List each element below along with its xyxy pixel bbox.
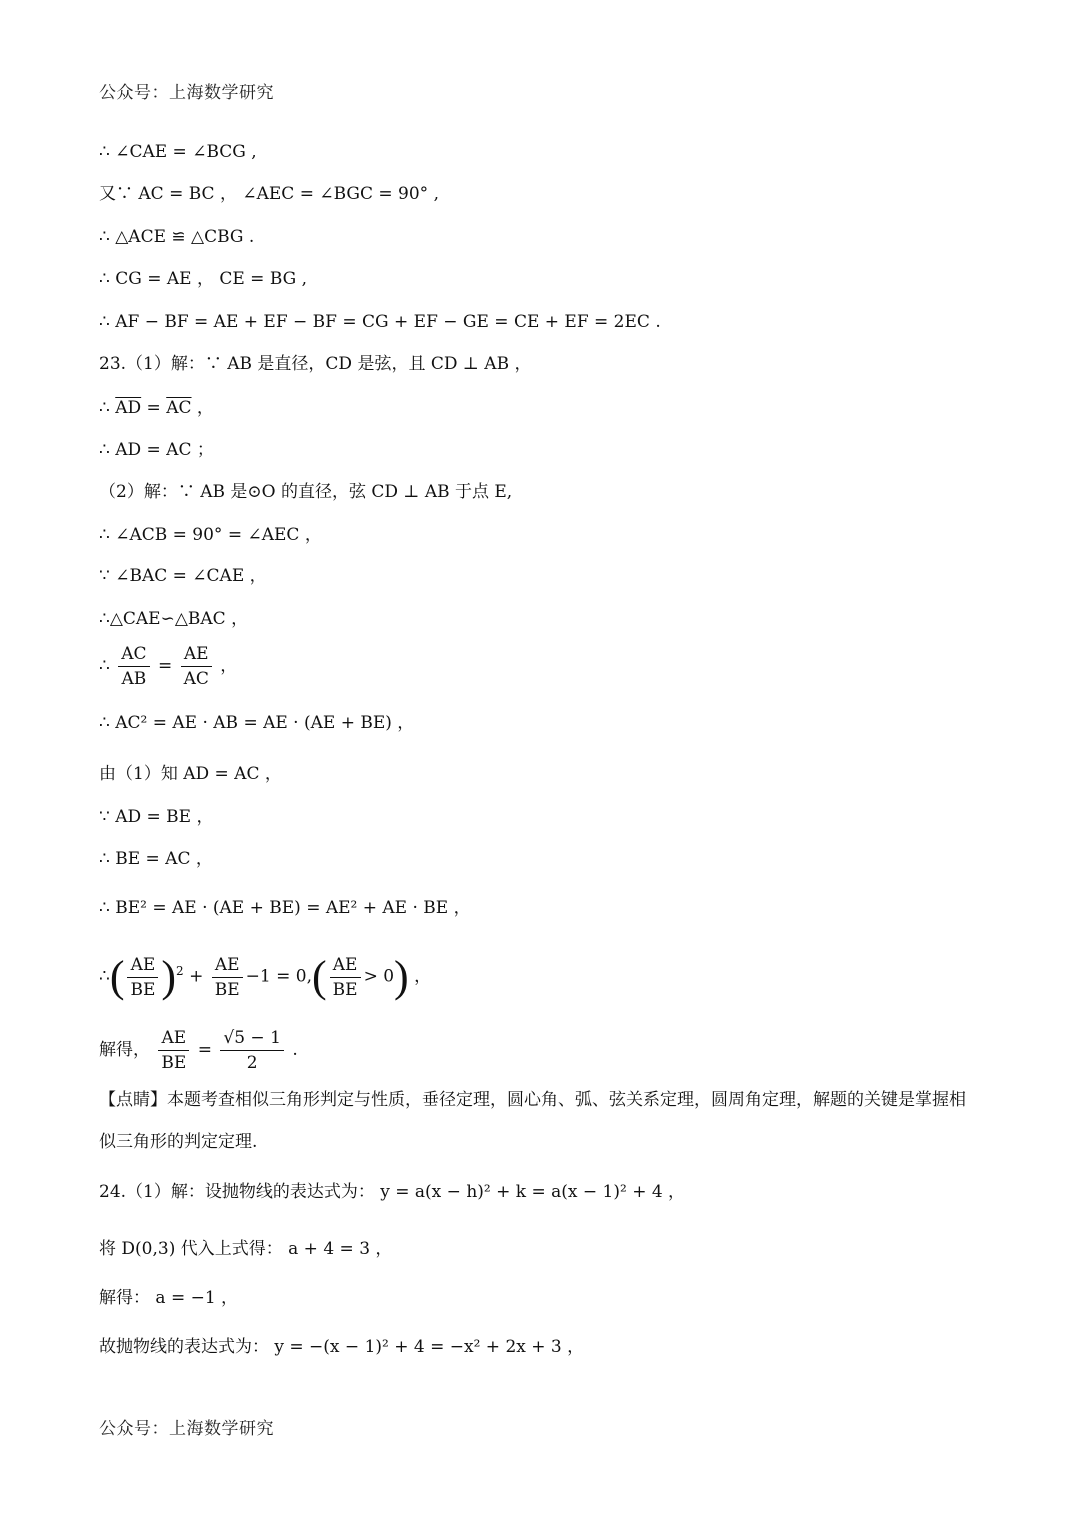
- proof-line: ∴ BE² = AE · (AE + BE) = AE² + AE · BE ，: [99, 898, 471, 918]
- proof-line: ∴ AF − BF = AE + EF − BF = CG + EF − GE = CE + EF = 2EC .: [99, 312, 661, 332]
- fraction: [330, 954, 361, 1001]
- arc-equality-line: [99, 396, 214, 420]
- therefore-symbol: ∴: [99, 398, 116, 418]
- proof-line: 故抛物线的表达式为： y = −(x − 1)² + 4 = −x² + 2x + 3 ，: [99, 1337, 585, 1357]
- problem-24-part1: 24.（1）解：设抛物线的表达式为： y = a(x − h)² + k = a(x − 1)² + 4 ，: [99, 1182, 686, 1202]
- proof-line: ∵ AD = BE ，: [99, 807, 214, 827]
- quadratic-ratio-line: [99, 952, 431, 1002]
- fraction: [220, 1027, 284, 1074]
- proof-line: ∴ ∠ACB = 90° = ∠AEC ，: [99, 525, 322, 545]
- denominator: BE: [161, 1053, 187, 1073]
- therefore-symbol: ∴: [99, 966, 110, 987]
- fraction: [158, 1027, 189, 1074]
- right-paren: ): [394, 952, 409, 1001]
- problem-23-part2: （2）解：∵ AB 是⊙O 的直径，弦 CD ⊥ AB 于点 E,: [99, 482, 513, 502]
- therefore-symbol: ∴: [99, 656, 116, 676]
- solution-line: [99, 1027, 298, 1074]
- numerator: AE: [212, 954, 243, 978]
- solution-label: 解得，: [99, 1040, 150, 1060]
- proof-line: ∴ △ACE ≌ △CBG .: [99, 227, 255, 247]
- comma: ，: [191, 398, 214, 418]
- comma: ，: [220, 656, 238, 676]
- page-footer: 公众号：上海数学研究: [99, 1419, 274, 1439]
- equals-sign: =: [197, 1040, 212, 1060]
- proof-line: ∴ ∠CAE = ∠BCG ,: [99, 142, 257, 162]
- proof-line: 将 D(0,3) 代入上式得： a + 4 = 3 ，: [99, 1239, 393, 1259]
- denominator: AB: [121, 669, 147, 689]
- problem-23-part1: 23.（1）解：∵ AB 是直径，CD 是弦，且 CD ⊥ AB ，: [99, 354, 532, 374]
- proof-line: ∴ CG = AE ， CE = BG ,: [99, 269, 308, 289]
- left-paren: (: [312, 952, 327, 1001]
- fraction: [181, 643, 212, 690]
- period: .: [292, 1040, 298, 1060]
- exponent: 2: [176, 963, 184, 978]
- equals-sign: =: [157, 656, 173, 676]
- proof-line: 由（1）知 AD = AC ，: [99, 764, 282, 784]
- equation-middle: −1 = 0,: [245, 966, 312, 987]
- numerator: AE: [181, 643, 212, 667]
- right-paren: ): [161, 952, 177, 1001]
- numerator: √5 − 1: [220, 1027, 284, 1051]
- plus-sign: +: [189, 966, 204, 987]
- equals-sign: =: [141, 398, 167, 418]
- proof-line: 又∵ AC = BC ， ∠AEC = ∠BGC = 90° ,: [99, 184, 439, 204]
- proof-line: ∴ AC² = AE · AB = AE · (AE + BE) ，: [99, 713, 415, 733]
- numerator: AE: [330, 954, 361, 978]
- proof-line: ∵ ∠BAC = ∠CAE ，: [99, 566, 267, 586]
- denominator: BE: [214, 979, 240, 1000]
- inequality: > 0: [363, 966, 395, 987]
- proof-line: 解得： a = −1 ，: [99, 1288, 239, 1308]
- proof-line: ∴ AD = AC ；: [99, 440, 214, 460]
- denominator: AC: [183, 669, 209, 689]
- fraction: [118, 643, 149, 690]
- ratio-line: [99, 643, 237, 690]
- proof-line: ∴ BE = AC ，: [99, 849, 213, 869]
- fraction: [127, 954, 158, 1001]
- key-point-note: 【点睛】本题考查相似三角形判定与性质，垂径定理，圆心角、弧、弦关系定理，圆周角定理，解题的关键是掌握相似三角形的判定定理.: [99, 1090, 966, 1152]
- numerator: AE: [127, 954, 158, 978]
- denominator: BE: [130, 979, 156, 1000]
- left-paren: (: [109, 952, 125, 1001]
- numerator: AC: [118, 643, 149, 667]
- fraction: [212, 954, 243, 1001]
- page-header: 公众号：上海数学研究: [99, 83, 274, 103]
- arc-ac: $\overline{AC}$: [166, 398, 192, 418]
- numerator: AE: [158, 1027, 189, 1051]
- denominator: 2: [246, 1053, 258, 1073]
- arc-ad: $\overline{AD}$: [115, 398, 142, 418]
- comma: ，: [408, 966, 432, 987]
- denominator: BE: [332, 979, 358, 1000]
- proof-line: ∴△CAE∽△BAC ，: [99, 609, 249, 629]
